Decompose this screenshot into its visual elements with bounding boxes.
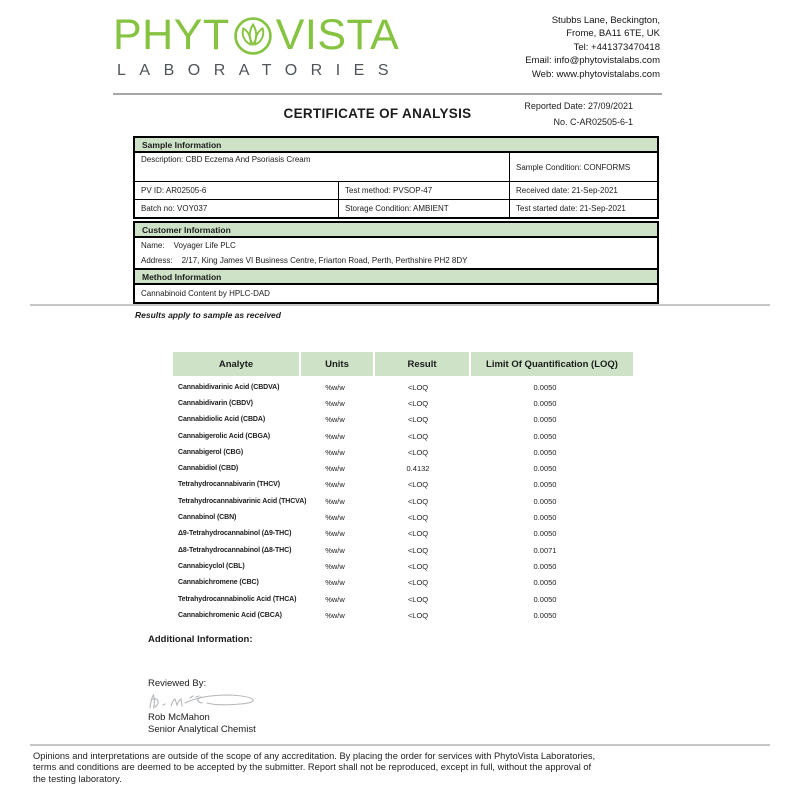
cell-result: <LOQ bbox=[407, 578, 429, 588]
table-row bbox=[173, 526, 633, 542]
cell-analyte: Cannabigerolic Acid (CBGA) bbox=[178, 432, 271, 440]
cell-units: %w/w bbox=[325, 415, 345, 425]
cell-analyte: Cannabidivarin (CBDV) bbox=[178, 399, 253, 407]
report-meta bbox=[433, 98, 633, 130]
cell-loq: 0.0050 bbox=[533, 447, 557, 457]
cell-loq: 0.0050 bbox=[533, 594, 557, 604]
additional-information-label: Additional Information: bbox=[148, 634, 253, 645]
cell-analyte: Δ8-Tetrahydrocannabinol (Δ8-THC) bbox=[178, 546, 292, 554]
contact-phone: Tel: +441373470418 bbox=[573, 41, 660, 53]
sample-information-table bbox=[133, 136, 659, 219]
table-row bbox=[173, 477, 633, 493]
cell-analyte: Cannabicyclol (CBL) bbox=[178, 562, 245, 570]
cell-loq: 0.0050 bbox=[533, 415, 557, 425]
cell-analyte: Cannabinol (CBN) bbox=[178, 514, 237, 522]
header-divider bbox=[113, 93, 662, 95]
cell-loq: 0.0050 bbox=[533, 578, 557, 588]
logo-text-start: PHYT bbox=[113, 11, 230, 59]
cell-result: <LOQ bbox=[407, 447, 429, 457]
leaf-circle-icon bbox=[233, 16, 273, 56]
cell-loq: 0.0050 bbox=[533, 464, 557, 474]
section-divider-bottom bbox=[30, 744, 770, 746]
reviewer-role: Senior Analytical Chemist bbox=[148, 724, 256, 735]
cell-loq: 0.0050 bbox=[533, 496, 557, 506]
lab-contact-block bbox=[430, 14, 660, 81]
cell-analyte: Cannabichromene (CBC) bbox=[178, 579, 259, 587]
cell-result: <LOQ bbox=[407, 480, 429, 490]
cell-units: %w/w bbox=[325, 398, 345, 408]
table-row bbox=[173, 444, 633, 460]
results-table-header bbox=[173, 352, 633, 376]
report-number: No. C-AR02505-6-1 bbox=[553, 117, 633, 127]
cell-result: <LOQ bbox=[407, 529, 429, 539]
cell-result: <LOQ bbox=[407, 431, 429, 441]
cell-units: %w/w bbox=[325, 529, 345, 539]
contact-web: Web: www.phytovistalabs.com bbox=[531, 68, 660, 80]
cell-loq: 0.0050 bbox=[533, 431, 557, 441]
cell-units: %w/w bbox=[325, 431, 345, 441]
cell-loq: 0.0050 bbox=[533, 513, 557, 523]
cell-result: <LOQ bbox=[407, 398, 429, 408]
cell-analyte: Cannabidiol (CBD) bbox=[178, 465, 239, 473]
reviewed-by-label: Reviewed By: bbox=[148, 678, 207, 689]
table-row bbox=[173, 558, 633, 574]
cell-loq: 0.0071 bbox=[533, 545, 557, 555]
contact-email: Email: info@phytovistalabs.com bbox=[525, 55, 660, 67]
customer-information-header: Customer Information bbox=[135, 223, 657, 238]
cell-units: %w/w bbox=[325, 480, 345, 490]
sample-information-header: Sample Information bbox=[135, 138, 657, 153]
cell-units: %w/w bbox=[325, 610, 345, 620]
method-information-header: Method Information bbox=[135, 268, 657, 285]
table-row bbox=[173, 428, 633, 444]
table-row bbox=[173, 591, 633, 607]
table-row bbox=[173, 575, 633, 591]
table-row bbox=[173, 607, 633, 623]
column-header-loq: Limit Of Quantification (LOQ) bbox=[471, 352, 633, 376]
cell-units: %w/w bbox=[325, 447, 345, 457]
contact-address-line1: Stubbs Lane, Beckington, bbox=[551, 15, 660, 26]
cell-loq: 0.0050 bbox=[533, 561, 557, 571]
cell-loq: 0.0050 bbox=[533, 382, 557, 392]
cell-loq: 0.0050 bbox=[533, 610, 557, 620]
cell-result: <LOQ bbox=[407, 415, 429, 425]
cell-result: <LOQ bbox=[407, 610, 429, 620]
customer-address bbox=[141, 256, 651, 265]
cell-loq: 0.0050 bbox=[533, 480, 557, 490]
logo-subtitle: LABORATORIES bbox=[117, 62, 402, 79]
section-divider-top bbox=[30, 304, 770, 306]
cell-result: <LOQ bbox=[407, 594, 429, 604]
table-row bbox=[173, 395, 633, 411]
cell-analyte: Cannabidiolic Acid (CBDA) bbox=[178, 416, 266, 424]
cell-loq: 0.0050 bbox=[533, 398, 557, 408]
cell-analyte: Tetrahydrocannabinolic Acid (THCA) bbox=[178, 595, 297, 603]
cell-result: 0.4132 bbox=[406, 464, 430, 474]
column-header-units: Units bbox=[301, 352, 373, 376]
cell-analyte: Cannabichromenic Acid (CBCA) bbox=[178, 611, 282, 619]
cell-units: %w/w bbox=[325, 578, 345, 588]
logo-text-end: VISTA bbox=[275, 11, 400, 59]
column-header-result: Result bbox=[375, 352, 469, 376]
footer-disclaimer bbox=[33, 751, 753, 785]
results-note: Results apply to sample as received bbox=[135, 310, 281, 320]
cell-units: %w/w bbox=[325, 464, 345, 474]
sample-description-cell: Description: CBD Eczema And Psoriasis Cream bbox=[141, 155, 311, 164]
table-row bbox=[173, 379, 633, 395]
table-row bbox=[173, 460, 633, 476]
method-cell: Cannabinoid Content by HPLC-DAD bbox=[141, 289, 270, 298]
cell-analyte: Δ9-Tetrahydrocannabinol (Δ9-THC) bbox=[178, 530, 292, 538]
customer-address-label: Address: bbox=[141, 256, 173, 265]
column-header-analyte: Analyte bbox=[173, 352, 299, 376]
cell-units: %w/w bbox=[325, 545, 345, 555]
cell-result: <LOQ bbox=[407, 496, 429, 506]
cell-result: <LOQ bbox=[407, 513, 429, 523]
cell-units: %w/w bbox=[325, 513, 345, 523]
cell-units: %w/w bbox=[325, 594, 345, 604]
cell-analyte: Cannabidivarinic Acid (CBDVA) bbox=[178, 383, 280, 391]
table-row bbox=[173, 493, 633, 509]
customer-information-table bbox=[133, 221, 659, 304]
test-started-date-cell: Test started date: 21-Sep-2021 bbox=[509, 200, 657, 217]
table-row bbox=[173, 509, 633, 525]
contact-address-line2: Frome, BA11 6TE, UK bbox=[566, 28, 660, 40]
pv-id-cell: PV ID: AR02505-6 bbox=[141, 186, 207, 195]
cell-result: <LOQ bbox=[407, 545, 429, 555]
customer-name-label: Name: bbox=[141, 241, 165, 250]
sample-condition-cell: Sample Condition: CONFORMS bbox=[509, 153, 657, 181]
batch-no-cell: Batch no: VOY037 bbox=[141, 204, 208, 213]
reported-date: Reported Date: 27/09/2021 bbox=[524, 101, 633, 111]
cell-units: %w/w bbox=[325, 382, 345, 392]
storage-condition-cell: Storage Condition: AMBIENT bbox=[338, 200, 509, 217]
footer-line-2: terms and conditions are deemed to be accepted by the submitter. Report shall not be reproduced, except in full, without the approval of bbox=[33, 762, 592, 773]
cell-units: %w/w bbox=[325, 561, 345, 571]
results-table-body bbox=[173, 376, 633, 623]
customer-name bbox=[141, 241, 651, 250]
phytovista-logo bbox=[113, 11, 402, 80]
cell-loq: 0.0050 bbox=[533, 529, 557, 539]
footer-line-1: Opinions and interpretations are outside of the scope of any accreditation. By placing the order for services with PhytoVista Laboratories, bbox=[33, 751, 596, 761]
customer-details-cell bbox=[135, 238, 657, 268]
customer-address-value: 2/17, King James VI Business Centre, Friarton Road, Perth, Perthshire PH2 8DY bbox=[181, 256, 468, 265]
cell-analyte: Cannabigerol (CBG) bbox=[178, 448, 244, 456]
cell-units: %w/w bbox=[325, 496, 345, 506]
cell-result: <LOQ bbox=[407, 382, 429, 392]
footer-line-3: the testing laboratory. bbox=[33, 773, 122, 784]
reviewer-name: Rob McMahon bbox=[148, 712, 210, 723]
results-table bbox=[173, 352, 633, 623]
test-method-cell: Test method: PVSOP-47 bbox=[338, 182, 509, 199]
page-title: CERTIFICATE OF ANALYSIS bbox=[283, 106, 472, 121]
cell-analyte: Tetrahydrocannabivarin (THCV) bbox=[178, 481, 280, 489]
table-row bbox=[173, 542, 633, 558]
received-date-cell: Received date: 21-Sep-2021 bbox=[509, 182, 657, 199]
cell-result: <LOQ bbox=[407, 561, 429, 571]
logo-wordmark bbox=[113, 11, 402, 59]
customer-name-value: Voyager Life PLC bbox=[173, 241, 236, 250]
table-row bbox=[173, 412, 633, 428]
cell-analyte: Tetrahydrocannabivarinic Acid (THCVA) bbox=[178, 497, 307, 505]
